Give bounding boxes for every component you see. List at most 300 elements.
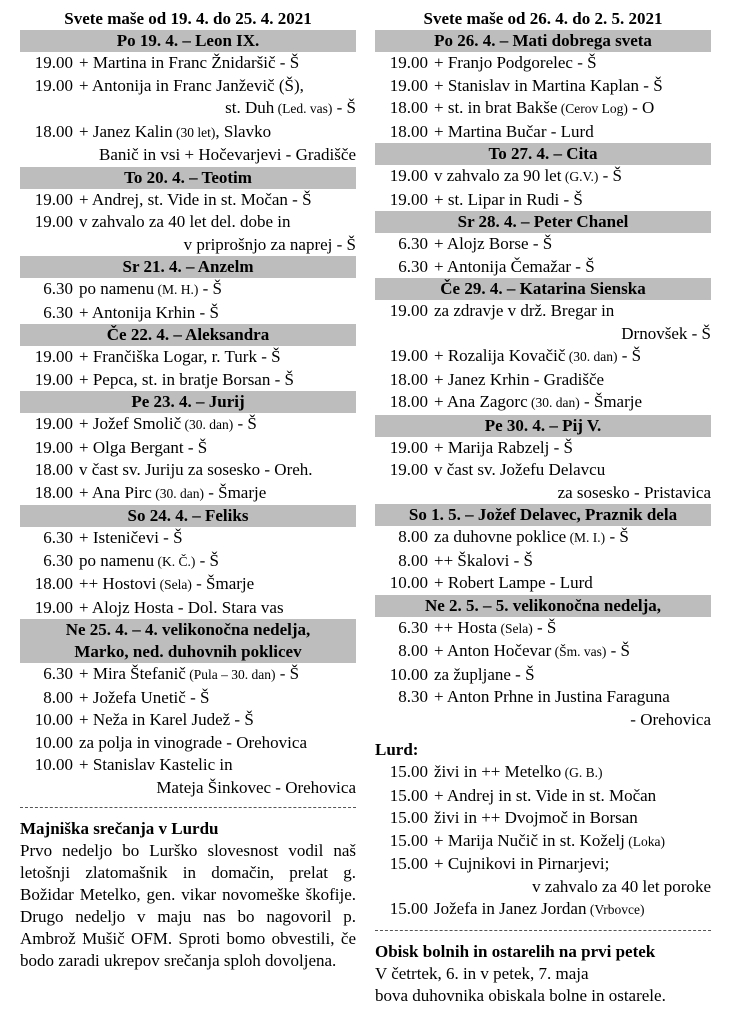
mass-line (375, 526, 711, 550)
mass-intention (79, 75, 356, 98)
mass-line (375, 459, 711, 482)
continuation-text: v zahvalo za 40 let poroke (532, 876, 711, 896)
intention-text: + Andrej, st. Vide in st. Močan - Š (79, 189, 312, 209)
mass-intention (79, 52, 356, 75)
intention-suffix: - Š (606, 641, 630, 660)
intention-text: + Franjo Podgorelec - Š (434, 53, 597, 72)
mass-line (20, 709, 356, 732)
mass-list (20, 663, 356, 799)
intention-note: (M. H.) (154, 282, 199, 297)
mass-line (375, 807, 711, 830)
mass-intention (79, 437, 356, 460)
mass-time: 19.00 (389, 53, 428, 72)
mass-intention (79, 754, 356, 777)
mass-line (20, 754, 356, 777)
left-column (20, 8, 356, 972)
mass-line (375, 785, 711, 808)
mass-line (375, 550, 711, 573)
intention-text: + Antonija Krhin - Š (79, 302, 219, 322)
intention-suffix: - Š (195, 550, 219, 570)
intention-note: (30 let) (172, 124, 216, 140)
intention-text: + Janez Krhin - Gradišče (434, 369, 605, 389)
mass-time: 10.00 (389, 664, 428, 684)
mass-line (20, 527, 356, 550)
intention-suffix: - Šmarje (579, 392, 643, 411)
intention-suffix: - Š (605, 527, 629, 546)
intention-text: v zahvalo za 40 let del. dobe in (79, 212, 291, 231)
intention-text: v čast sv. Jožefu Delavcu (434, 460, 606, 479)
continuation-text: - Orehovica (630, 709, 711, 729)
day-header-text: So 24. 4. – Feliks (127, 506, 249, 525)
mass-time: 19.00 (34, 75, 73, 95)
continuation-suffix: - Š (332, 98, 356, 117)
intention-text: + Anton Hočevar (434, 641, 552, 660)
mass-intention (434, 256, 711, 279)
intention-suffix: - Š (275, 664, 300, 683)
mass-intention (79, 211, 356, 234)
intention-text: + Ana Zagorc (434, 392, 528, 411)
mass-line (20, 302, 356, 325)
notice-heading: Majniška srečanja v Lurdu (20, 819, 219, 838)
mass-list (375, 526, 711, 595)
intention-text: za duhovne poklice (434, 527, 567, 546)
mass-continuation (20, 97, 356, 121)
mass-time: 18.00 (34, 574, 73, 593)
mass-list (20, 278, 356, 324)
intention-suffix: - Š (198, 279, 222, 298)
day-header-text: Ne 25. 4. – 4. velikonočna nedelja, (65, 620, 311, 639)
intention-suffix: - O (627, 98, 655, 117)
mass-line (375, 640, 711, 664)
mass-line (375, 572, 711, 595)
mass-line (375, 686, 711, 709)
mass-intention (434, 189, 711, 212)
mass-line (375, 853, 711, 876)
mass-line (20, 732, 356, 755)
mass-list (375, 165, 711, 211)
day-header (20, 619, 356, 663)
schedule-title: Svete maše od 19. 4. do 25. 4. 2021 (64, 9, 312, 28)
mass-time: 19.00 (389, 166, 428, 185)
mass-list (375, 617, 711, 732)
mass-time: 10.00 (34, 732, 73, 752)
intention-suffix: - Š (598, 166, 622, 185)
mass-time: 6.30 (43, 302, 73, 322)
mass-time: 6.30 (398, 234, 428, 253)
intention-suffix: - Š (617, 346, 642, 365)
mass-line (20, 121, 356, 145)
mass-line (20, 459, 356, 482)
mass-intention (434, 345, 711, 369)
mass-list (375, 233, 711, 278)
mass-line (20, 573, 356, 597)
day-header (20, 505, 356, 527)
intention-suffix: - Š (233, 414, 257, 433)
day-header (20, 324, 356, 346)
intention-note: (30. dan) (181, 417, 234, 432)
mass-intention (434, 617, 711, 641)
mass-intention (434, 121, 711, 144)
notice-heading: Obisk bolnih in ostarelih na prvi petek (375, 941, 656, 961)
mass-line (375, 664, 711, 687)
day-header-text: Sr 28. 4. – Peter Chanel (457, 212, 629, 231)
mass-line (375, 300, 711, 323)
day-header-text: Po 19. 4. – Leon IX. (116, 31, 260, 50)
intention-note: (Sela) (156, 577, 192, 592)
mass-intention (79, 527, 356, 550)
continuation-text: v priprošnjo za naprej - Š (183, 234, 356, 254)
intention-suffix: - Šmarje (203, 482, 267, 502)
day-header-text: Po 26. 4. – Mati dobrega sveta (434, 31, 652, 50)
mass-time: 18.00 (389, 392, 428, 411)
mass-intention (434, 807, 711, 830)
mass-time: 10.00 (389, 573, 428, 592)
day-header (375, 211, 711, 233)
intention-text: + Rozalija Kovačič (434, 346, 566, 365)
mass-list (20, 527, 356, 619)
day-header (20, 167, 356, 189)
mass-line (20, 52, 356, 75)
mass-intention (434, 369, 711, 392)
mass-time: 15.00 (389, 854, 428, 873)
mass-time: 19.00 (389, 460, 428, 479)
intention-note: (Sela) (497, 620, 533, 636)
mass-line (20, 482, 356, 506)
intention-text: + Martina Bučar - Lurd (434, 121, 594, 141)
continuation-note: (Led. vas) (274, 101, 333, 116)
mass-intention (434, 853, 711, 876)
schedule-title: Svete maše od 26. 4. do 2. 5. 2021 (423, 9, 663, 28)
mass-time: 15.00 (389, 830, 428, 850)
mass-line (20, 687, 356, 710)
mass-time: 18.00 (389, 369, 428, 389)
mass-intention (79, 597, 356, 620)
mass-intention (79, 573, 356, 597)
continuation-text: st. Duh (225, 98, 275, 117)
mass-time: 19.00 (389, 437, 428, 457)
mass-time: 18.00 (34, 460, 73, 479)
intention-text: v čast sv. Juriju za sosesko - Oreh. (79, 460, 313, 479)
mass-intention (79, 278, 356, 302)
mass-line (375, 761, 711, 785)
intention-note: (G.V.) (561, 169, 599, 184)
mass-time: 19.00 (34, 437, 73, 457)
mass-line (375, 391, 711, 415)
continuation-text: za sosesko - Pristavica (557, 482, 711, 502)
continuation-text: Banič in vsi + Hočevarjevi - Gradišče (99, 145, 356, 164)
right-column (375, 8, 711, 1007)
mass-continuation (375, 709, 711, 732)
mass-time: 6.30 (43, 550, 73, 570)
mass-intention (79, 302, 356, 325)
mass-time: 19.00 (389, 301, 428, 320)
day-header-text: Če 22. 4. – Aleksandra (106, 325, 270, 344)
dashed-divider (375, 930, 711, 931)
notice-line: bova duhovnika obiskala bolne in ostarele. (375, 985, 666, 1005)
intention-text: po namenu (79, 550, 155, 570)
continuation-text: Mateja Šinkovec - Orehovica (156, 777, 356, 797)
mass-line (20, 550, 356, 574)
mass-time: 8.00 (398, 527, 428, 546)
intention-text: + Antonija in Franc Janževič (Š), (79, 75, 304, 95)
mass-continuation (375, 876, 711, 899)
intention-text: ++ Škalovi - Š (434, 550, 533, 570)
intention-text: + Frančiška Logar, r. Turk - Š (79, 347, 281, 366)
intention-note: (30. dan) (527, 395, 580, 410)
day-header (375, 595, 711, 617)
mass-time: 19.00 (34, 369, 73, 389)
mass-line (375, 165, 711, 189)
mass-list (20, 189, 356, 257)
mass-time: 8.00 (398, 550, 428, 570)
mass-intention (434, 165, 711, 189)
mass-continuation (375, 482, 711, 505)
mass-intention (434, 75, 711, 98)
intention-text: za polja in vinograde - Orehovica (79, 732, 307, 752)
mass-line (20, 211, 356, 234)
intention-text: ++ Hosta (434, 617, 498, 637)
intention-text: + Isteničevi - Š (79, 528, 183, 547)
mass-intention (79, 663, 356, 687)
day-header (20, 256, 356, 278)
day-header (20, 391, 356, 413)
mass-intention (434, 830, 711, 854)
mass-intention (434, 761, 711, 785)
mass-intention (434, 459, 711, 482)
mass-intention (79, 482, 356, 506)
mass-line (20, 597, 356, 620)
intention-text: za župljane - Š (434, 664, 535, 684)
mass-time: 6.30 (43, 664, 73, 683)
day-header-text: Pe 23. 4. – Jurij (131, 392, 245, 411)
mass-line (375, 189, 711, 212)
intention-text: + Neža in Karel Judež - Š (79, 710, 254, 729)
day-header-text: To 20. 4. – Teotim (124, 167, 252, 187)
mass-time: 19.00 (34, 212, 73, 231)
mass-time: 15.00 (389, 808, 428, 827)
mass-time: 6.30 (398, 617, 428, 637)
mass-line (375, 75, 711, 98)
intention-suffix: - Š (532, 617, 557, 637)
intention-text: + Marija Nučič in st. Koželj (434, 830, 625, 850)
mass-time: 18.00 (389, 98, 428, 117)
intention-text: po namenu (79, 279, 155, 298)
day-list (20, 30, 356, 799)
mass-intention (434, 437, 711, 460)
mass-intention (434, 97, 711, 121)
mass-line (375, 830, 711, 854)
mass-intention (434, 550, 711, 573)
mass-time: 18.00 (34, 482, 73, 502)
mass-time: 6.30 (43, 279, 73, 298)
mass-line (375, 437, 711, 460)
intention-text: + Stanislav Kastelic in (79, 755, 233, 774)
notice-body: Prvo nedeljo bo Lurško slovesnost vodil naš letošnji zlatomašnik in domačin, prelat g. Božidar Metelko, gen. vikar novomeške škofije. Drugo nedeljo v maju nas bo nagovoril p. Ambrož Mušič OFM. Sproti bomo obvestili, če bodo zaradi ukrepov srečanja sploh dovoljena. (20, 841, 356, 970)
mass-intention (434, 52, 711, 75)
dashed-divider (20, 807, 356, 808)
mass-continuation (375, 323, 711, 346)
lurd-list (375, 761, 711, 922)
intention-text: + Ana Pirc (79, 482, 152, 502)
intention-note: (Šm. vas) (551, 644, 607, 659)
day-header (375, 143, 711, 165)
mass-list (20, 413, 356, 505)
mass-intention (79, 413, 356, 437)
mass-line (375, 233, 711, 256)
continuation-text: Drnovšek - Š (621, 323, 711, 343)
mass-intention (434, 572, 711, 595)
intention-note: (G. B.) (561, 765, 603, 780)
mass-time: 19.00 (389, 346, 428, 365)
mass-list (20, 346, 356, 391)
mass-time: 10.00 (34, 755, 73, 774)
mass-list (375, 52, 711, 143)
day-header (375, 415, 711, 437)
mass-intention (79, 346, 356, 369)
mass-line (375, 52, 711, 75)
mass-line (20, 663, 356, 687)
intention-text: + Cujnikovi in Pirnarjevi; (434, 854, 610, 873)
day-list (375, 30, 711, 731)
intention-suffix: - Šmarje (191, 574, 255, 593)
mass-intention (79, 459, 356, 482)
intention-text: + Alojz Hosta - Dol. Stara vas (79, 597, 284, 617)
mass-intention (434, 300, 711, 323)
mass-time: 18.00 (389, 121, 428, 141)
mass-line (20, 413, 356, 437)
mass-intention (79, 732, 356, 755)
mass-time: 19.00 (389, 75, 428, 95)
mass-intention (434, 640, 711, 664)
intention-text: v zahvalo za 90 let (434, 166, 562, 185)
mass-time: 8.00 (43, 687, 73, 707)
mass-time: 6.30 (398, 256, 428, 276)
intention-text: živi in ++ Metelko (434, 762, 562, 781)
mass-intention (434, 526, 711, 550)
mass-time: 15.00 (389, 899, 428, 918)
mass-line (20, 437, 356, 460)
mass-line (375, 369, 711, 392)
mass-line (20, 346, 356, 369)
intention-suffix: , Slavko (215, 121, 272, 141)
mass-intention (434, 686, 711, 709)
intention-note: (M. I.) (566, 530, 606, 545)
notice-line: V četrtek, 6. in v petek, 7. maja (375, 963, 589, 983)
intention-text: + Antonija Čemažar - Š (434, 256, 595, 276)
mass-intention (79, 687, 356, 710)
intention-text: za zdravje v drž. Bregar in (434, 301, 615, 320)
day-header-text: Če 29. 4. – Katarina Sienska (440, 279, 646, 298)
mass-intention (79, 121, 356, 145)
mass-time: 19.00 (34, 347, 73, 366)
intention-text: + Robert Lampe - Lurd (434, 573, 593, 592)
mass-time: 19.00 (34, 53, 73, 72)
day-header-text: Marko, ned. duhovnih poklicev (74, 642, 302, 661)
mass-continuation (20, 234, 356, 257)
mass-line (20, 75, 356, 98)
day-header-text: So 1. 5. – Jožef Delavec, Praznik dela (408, 505, 678, 524)
intention-note: (Cerov Log) (557, 101, 628, 116)
mass-list (20, 52, 356, 167)
intention-text: + Mira Štefanič (79, 664, 186, 683)
mass-line (20, 278, 356, 302)
mass-time: 15.00 (389, 762, 428, 781)
intention-text: + Marija Rabzelj - Š (434, 437, 573, 457)
mass-time: 18.00 (34, 121, 73, 141)
mass-line (375, 256, 711, 279)
day-header-text: To 27. 4. – Cita (488, 144, 598, 163)
mass-line (375, 617, 711, 641)
intention-note: (K. Č.) (154, 553, 196, 569)
day-header-text: Ne 2. 5. – 5. velikonočna nedelja, (424, 595, 662, 615)
mass-intention (434, 898, 711, 922)
mass-time: 19.00 (34, 597, 73, 617)
mass-line (20, 369, 356, 392)
mass-intention (79, 369, 356, 392)
mass-intention (79, 550, 356, 574)
day-header (375, 278, 711, 300)
mass-continuation (20, 144, 356, 167)
mass-intention (434, 391, 711, 415)
intention-text: + Jožef Smolič (79, 414, 182, 433)
intention-note: (Pula – 30. dan) (185, 667, 276, 682)
intention-text: + st. Lipar in Rudi - Š (434, 189, 583, 209)
intention-text: + st. in brat Bakše (434, 98, 558, 117)
intention-note: (Loka) (624, 833, 665, 849)
mass-line (375, 97, 711, 121)
mass-intention (434, 785, 711, 808)
intention-text: + Pepca, st. in bratje Borsan - Š (79, 369, 294, 389)
intention-note: (30. dan) (151, 485, 204, 501)
intention-text: + Olga Bergant - Š (79, 437, 208, 457)
mass-line (20, 189, 356, 212)
mass-time: 8.30 (398, 687, 428, 706)
day-header-text: Sr 21. 4. – Anzelm (122, 257, 254, 276)
intention-note: (30. dan) (565, 349, 618, 364)
mass-time: 19.00 (34, 414, 73, 433)
mass-line (375, 121, 711, 144)
day-header (375, 504, 711, 526)
mass-time: 6.30 (43, 528, 73, 547)
intention-text: + Janez Kalin (79, 121, 173, 141)
intention-text: ++ Hostovi (79, 574, 157, 593)
day-header (20, 30, 356, 52)
mass-time: 8.00 (398, 641, 428, 660)
mass-intention (79, 189, 356, 212)
day-header (375, 30, 711, 52)
intention-text: + Alojz Borse - Š (434, 234, 553, 253)
mass-line (375, 345, 711, 369)
intention-text: + Andrej in st. Vide in st. Močan (434, 785, 657, 805)
mass-continuation (20, 777, 356, 800)
mass-intention (434, 664, 711, 687)
lurd-heading: Lurd: (375, 740, 419, 759)
intention-text: + Stanislav in Martina Kaplan - Š (434, 75, 663, 95)
mass-time: 19.00 (389, 189, 428, 209)
intention-text: + Jožefa Unetič - Š (79, 687, 210, 707)
mass-time: 19.00 (34, 189, 73, 209)
intention-text: + Martina in Franc Žnidaršič - Š (79, 53, 300, 72)
mass-list (375, 437, 711, 505)
intention-text: živi in ++ Dvojmoč in Borsan (434, 808, 638, 827)
intention-text: + Anton Prhne in Justina Faraguna (434, 687, 670, 706)
day-header-text: Pe 30. 4. – Pij V. (484, 415, 602, 435)
mass-time: 15.00 (389, 785, 428, 805)
intention-note: (Vrbovce) (586, 902, 645, 917)
mass-time: 10.00 (34, 710, 73, 729)
mass-list (375, 300, 711, 415)
mass-intention (434, 233, 711, 256)
